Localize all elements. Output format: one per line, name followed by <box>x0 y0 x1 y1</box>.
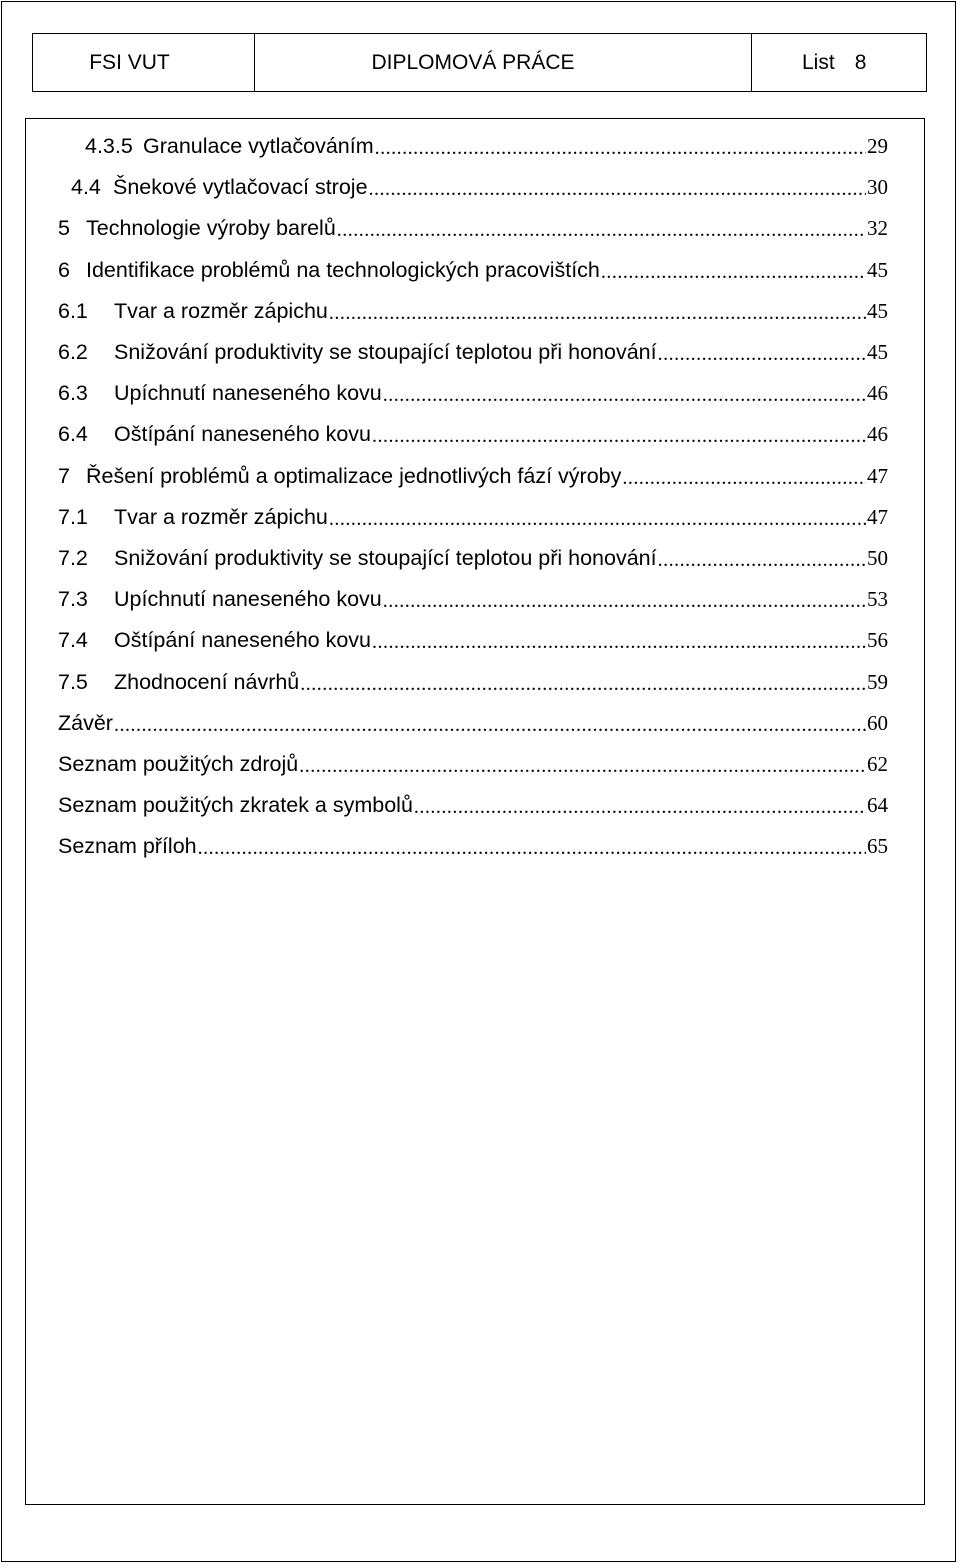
header-list-number: 8 <box>854 50 867 74</box>
toc-entry-title: Granulace vytlačováním <box>143 134 374 159</box>
toc-leader-dots <box>372 631 866 654</box>
header-institution <box>33 34 255 91</box>
toc-entry-page: 56 <box>867 628 888 653</box>
toc-entry-number: 6.2 <box>58 340 88 365</box>
toc-entry-title: Tvar a rozměr zápichu <box>114 298 328 323</box>
toc-entry[interactable] <box>58 826 888 867</box>
toc-entry-page: 47 <box>867 463 888 488</box>
toc-entry-number: 6.4 <box>58 422 88 447</box>
toc-leader-dots <box>337 219 866 242</box>
table-of-contents <box>58 126 888 867</box>
toc-entry[interactable] <box>58 620 888 661</box>
toc-entry-title: Identifikace problémů na technologických pracovištích <box>86 257 600 282</box>
toc-entry-title: Šnekové vytlačovací stroje <box>113 175 368 200</box>
toc-entry-page: 46 <box>867 422 888 447</box>
toc-leader-dots <box>622 467 866 490</box>
toc-leader-dots <box>658 343 866 366</box>
toc-entry-page: 46 <box>867 381 888 406</box>
toc-entry-number: 5 <box>58 216 70 241</box>
toc-entry-number: 7.4 <box>58 628 88 653</box>
toc-entry-page: 65 <box>867 834 888 859</box>
toc-entry-page: 64 <box>867 793 888 818</box>
toc-entry[interactable] <box>58 373 888 414</box>
toc-entry[interactable] <box>58 785 888 826</box>
toc-entry-title: Oštípání naneseného kovu <box>114 422 371 447</box>
toc-entry-page: 47 <box>867 504 888 529</box>
toc-leader-dots <box>329 302 866 325</box>
toc-entry-number: 4.3.5 <box>85 134 133 159</box>
toc-leader-dots <box>329 508 866 531</box>
toc-entry[interactable] <box>58 703 888 744</box>
page-header <box>32 33 927 92</box>
toc-entry-title: Řešení problémů a optimalizace jednotlivých fází výroby <box>86 463 622 488</box>
toc-leader-dots <box>601 261 866 284</box>
toc-entry-page: 53 <box>867 587 888 612</box>
toc-entry-number: 7.3 <box>58 587 88 612</box>
header-institution-text: FSI VUT <box>89 50 170 74</box>
toc-entry-title: Seznam příloh <box>58 834 197 859</box>
toc-leader-dots <box>369 178 866 201</box>
toc-entry-page: 45 <box>867 298 888 323</box>
toc-entry-title: Upíchnutí naneseného kovu <box>114 587 382 612</box>
toc-entry-number: 6 <box>58 257 70 282</box>
toc-entry[interactable] <box>58 579 888 620</box>
toc-leader-dots <box>299 755 866 778</box>
toc-entry-page: 59 <box>867 669 888 694</box>
toc-entry[interactable] <box>58 538 888 579</box>
toc-entry[interactable] <box>58 456 888 497</box>
header-doc-type-text: DIPLOMOVÁ PRÁCE <box>371 50 575 74</box>
toc-entry-page: 60 <box>867 710 888 735</box>
toc-entry-page: 30 <box>867 175 888 200</box>
toc-entry[interactable] <box>58 414 888 455</box>
toc-entry-title: Seznam použitých zkratek a symbolů <box>58 793 413 818</box>
toc-entry-title: Zhodnocení návrhů <box>114 669 300 694</box>
toc-entry-number: 7.1 <box>58 504 88 529</box>
toc-entry-number: 4.4 <box>71 175 101 200</box>
toc-entry[interactable] <box>58 126 888 167</box>
toc-entry[interactable] <box>58 744 888 785</box>
toc-entry-title: Technologie výroby barelů <box>86 216 336 241</box>
toc-leader-dots <box>114 714 866 737</box>
toc-entry[interactable] <box>58 250 888 291</box>
header-list-label: List <box>802 50 835 74</box>
toc-leader-dots <box>372 425 866 448</box>
toc-entry-page: 45 <box>867 340 888 365</box>
toc-entry[interactable] <box>58 497 888 538</box>
toc-entry[interactable] <box>58 661 888 702</box>
toc-entry[interactable] <box>58 332 888 373</box>
toc-entry-page: 50 <box>867 545 888 570</box>
toc-leader-dots <box>383 384 866 407</box>
toc-leader-dots <box>375 137 866 160</box>
toc-entry[interactable] <box>58 167 888 208</box>
toc-entry-number: 7.2 <box>58 545 88 570</box>
toc-entry-number: 6.1 <box>58 298 88 323</box>
toc-entry[interactable] <box>58 208 888 249</box>
toc-entry-title: Závěr <box>58 710 113 735</box>
header-list <box>752 34 926 91</box>
toc-entry-page: 32 <box>867 216 888 241</box>
toc-entry-title: Seznam použitých zdrojů <box>58 751 299 776</box>
toc-entry-title: Snižování produktivity se stoupající teplotou při honování <box>114 545 657 570</box>
toc-entry-title: Snižování produktivity se stoupající teplotou při honování <box>114 340 657 365</box>
toc-leader-dots <box>300 673 866 696</box>
toc-leader-dots <box>414 796 866 819</box>
toc-entry-page: 45 <box>867 257 888 282</box>
toc-leader-dots <box>198 837 866 860</box>
toc-entry-page: 62 <box>867 751 888 776</box>
toc-entry-number: 7.5 <box>58 669 88 694</box>
toc-entry-page: 29 <box>867 134 888 159</box>
toc-entry[interactable] <box>58 291 888 332</box>
toc-entry-title: Oštípání naneseného kovu <box>114 628 371 653</box>
toc-entry-number: 7 <box>58 463 70 488</box>
toc-leader-dots <box>658 549 866 572</box>
toc-entry-title: Upíchnutí naneseného kovu <box>114 381 382 406</box>
header-doc-type <box>255 34 752 91</box>
toc-entry-title: Tvar a rozměr zápichu <box>114 504 328 529</box>
toc-entry-number: 6.3 <box>58 381 88 406</box>
toc-leader-dots <box>383 590 866 613</box>
